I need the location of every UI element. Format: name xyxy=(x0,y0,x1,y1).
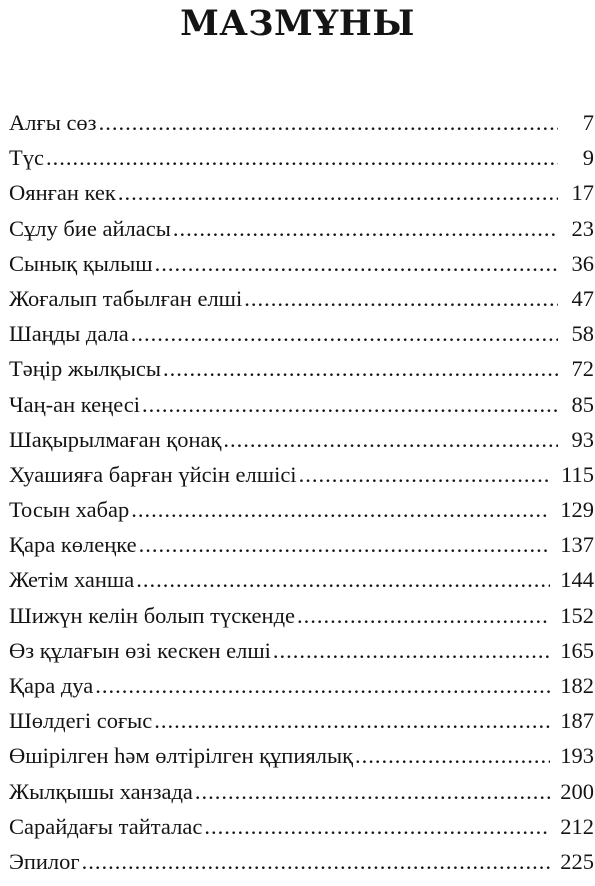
dot-leader xyxy=(155,250,558,278)
toc-entry xyxy=(9,778,594,813)
dot-leader xyxy=(99,109,558,137)
toc-entry-page: 129 xyxy=(560,497,594,523)
dot-leader xyxy=(244,285,558,313)
dot-leader xyxy=(173,215,558,243)
toc-entry-title: Шаңды дала xyxy=(9,321,129,347)
toc-entry xyxy=(9,144,594,179)
toc-entry-page: 144 xyxy=(560,567,594,593)
table-of-contents xyxy=(9,109,594,883)
toc-entry-page: 137 xyxy=(560,532,594,558)
toc-entry xyxy=(9,566,594,601)
toc-entry-title: Өшірілген һәм өлтірілген құпиялық xyxy=(9,743,354,769)
toc-entry-page: 187 xyxy=(560,708,594,734)
toc-entry-title: Хуашияға барған үйсін елшісі xyxy=(9,461,297,487)
dot-leader xyxy=(95,672,550,700)
toc-entry-title: Түс xyxy=(9,145,44,171)
toc-entry-title: Шақырылмаған қонақ xyxy=(9,426,222,452)
toc-entry xyxy=(9,496,594,531)
toc-entry-title: Эпилог xyxy=(9,848,80,874)
toc-entry-page: 115 xyxy=(561,461,594,487)
dot-leader xyxy=(136,566,550,594)
toc-entry-title: Жылқышы ханзада xyxy=(9,778,193,804)
toc-entry-title: Тәңір жылқысы xyxy=(9,356,161,382)
toc-entry-title: Өз құлағын өзі кескен елші xyxy=(9,637,271,663)
dot-leader xyxy=(131,320,558,348)
toc-entry-title: Сарайдағы тайталас xyxy=(9,813,203,839)
dot-leader xyxy=(204,813,550,841)
dot-leader xyxy=(355,742,550,770)
toc-entry xyxy=(9,320,594,355)
toc-entry xyxy=(9,813,594,848)
toc-entry xyxy=(9,531,594,566)
toc-entry-page: 58 xyxy=(571,321,594,347)
toc-entry-page: 85 xyxy=(571,391,594,417)
dot-leader xyxy=(299,461,552,489)
toc-entry-title: Алғы сөз xyxy=(9,110,97,135)
toc-entry-title: Жоғалып табылған елші xyxy=(9,285,243,311)
toc-entry xyxy=(9,602,594,637)
dot-leader xyxy=(82,848,551,876)
toc-entry xyxy=(9,109,594,144)
toc-entry-page: 212 xyxy=(560,813,594,839)
toc-entry-page: 165 xyxy=(560,637,594,663)
toc-entry xyxy=(9,637,594,672)
toc-entry xyxy=(9,215,594,250)
toc-entry xyxy=(9,250,594,285)
toc-entry-title: Шөлдегі соғыс xyxy=(9,708,153,734)
toc-entry-title: Қара көлеңке xyxy=(9,532,137,558)
dot-leader xyxy=(223,426,558,454)
toc-entry-page: 182 xyxy=(560,673,594,698)
toc-entry-title: Оянған кек xyxy=(9,180,116,206)
toc-entry-page: 193 xyxy=(560,743,594,769)
toc-entry-page: 225 xyxy=(560,848,594,874)
dot-leader xyxy=(297,602,550,630)
toc-entry xyxy=(9,355,594,390)
toc-entry-title: Шижүн келін болып түскенде xyxy=(9,602,296,628)
toc-entry xyxy=(9,285,594,320)
toc-entry-page: 200 xyxy=(560,778,594,804)
dot-leader xyxy=(118,179,558,207)
toc-entry-title: Сұлу бие айласы xyxy=(9,215,171,241)
toc-entry-title: Тосын хабар xyxy=(9,497,130,523)
toc-entry-title: Қара дуа xyxy=(9,673,94,698)
toc-entry-page: 152 xyxy=(560,602,594,628)
dot-leader xyxy=(273,637,550,665)
toc-entry-page: 7 xyxy=(582,110,594,135)
dot-leader xyxy=(195,778,550,806)
toc-entry xyxy=(9,179,594,214)
toc-entry-title: Чаң-ан кеңесі xyxy=(9,391,140,417)
toc-entry-page: 23 xyxy=(571,215,594,241)
toc-entry-title: Жетім ханша xyxy=(9,567,135,593)
page-title: МАЗМҰНЫ xyxy=(180,3,415,44)
toc-entry-title: Сынық қылыш xyxy=(9,250,153,276)
toc-entry-page: 9 xyxy=(582,145,594,171)
toc-entry xyxy=(9,848,594,883)
toc-entry-page: 17 xyxy=(571,180,594,206)
dot-leader xyxy=(154,707,550,735)
toc-entry xyxy=(9,742,594,777)
toc-entry-page: 47 xyxy=(571,285,594,311)
dot-leader xyxy=(139,531,551,559)
dot-leader xyxy=(163,355,558,383)
toc-entry xyxy=(9,672,594,707)
toc-entry xyxy=(9,707,594,742)
dot-leader xyxy=(46,144,558,172)
dot-leader xyxy=(142,391,558,419)
toc-entry xyxy=(9,461,594,496)
dot-leader xyxy=(131,496,550,524)
toc-entry-page: 72 xyxy=(571,356,594,382)
toc-entry xyxy=(9,391,594,426)
toc-entry xyxy=(9,426,594,461)
toc-entry-page: 36 xyxy=(571,250,594,276)
toc-entry-page: 93 xyxy=(571,426,594,452)
